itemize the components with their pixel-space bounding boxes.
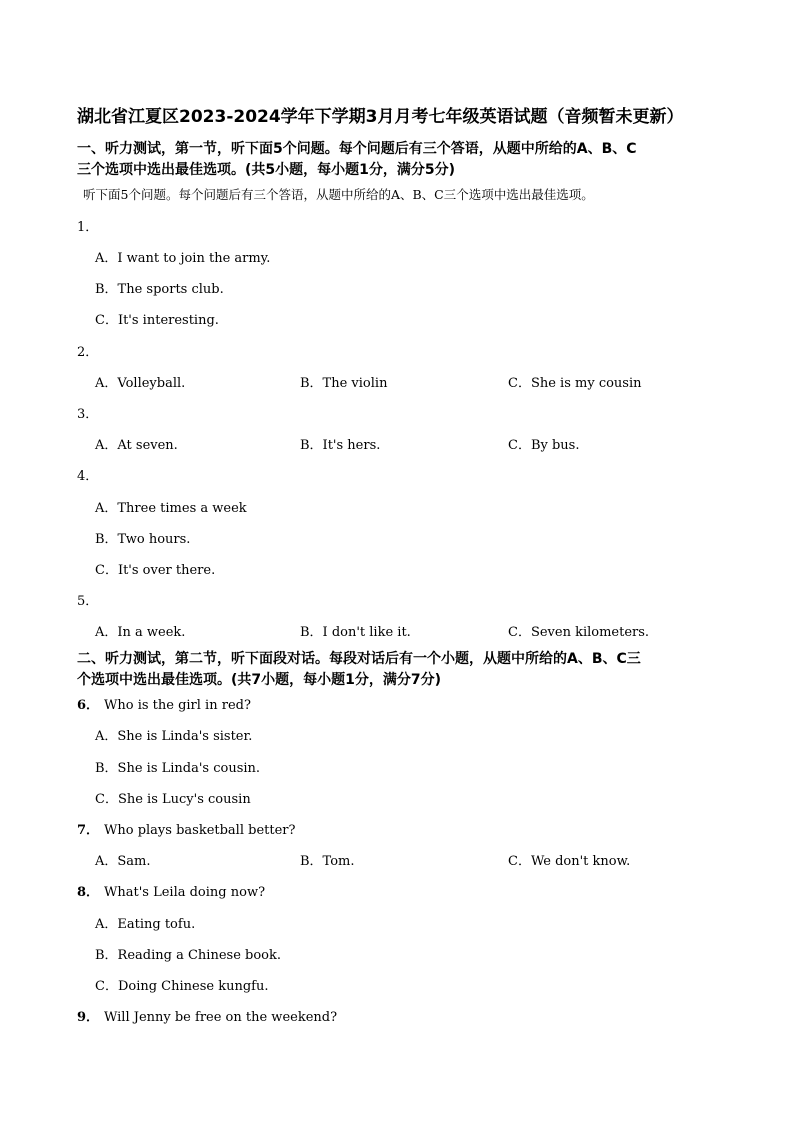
option-c: C．By bus. xyxy=(508,438,580,453)
section2-heading xyxy=(77,649,727,691)
question-number: 6． xyxy=(77,698,100,713)
section2-heading-line1: 二、听力测试，第二节，听下面段对话。每段对话后有一个小题，从题中所给的A、B、C三 xyxy=(77,651,641,667)
question-number: 7． xyxy=(77,823,100,838)
question-text: Who plays basketball better? xyxy=(104,823,296,838)
section1-instruction: 听下面5个问题。每个问题后有三个答语，从题中所给的A、B、C三个选项中选出最佳选项。 xyxy=(83,187,594,202)
option-a: A．She is Linda's sister. xyxy=(95,729,253,744)
option-c: C．We don't know. xyxy=(508,854,631,869)
option-b: B．Two hours. xyxy=(95,532,191,547)
question-number: 1． xyxy=(77,220,99,235)
question-text: Who is the girl in red? xyxy=(104,698,251,713)
option-a: A．At seven. xyxy=(95,438,178,453)
question-number: 4． xyxy=(77,469,99,484)
section1-heading xyxy=(77,139,727,181)
question-number: 5． xyxy=(77,594,99,609)
option-c: C．It's interesting. xyxy=(95,313,219,328)
option-a: A．Eating tofu. xyxy=(95,917,196,932)
option-a: A．Three times a week xyxy=(95,501,247,516)
question-number: 2． xyxy=(77,345,99,360)
option-b: B．She is Linda's cousin. xyxy=(95,761,261,776)
option-b: B．It's hers. xyxy=(300,438,381,453)
question-number: 9． xyxy=(77,1010,100,1025)
option-c: C．Seven kilometers. xyxy=(508,625,650,640)
option-a: A．Sam. xyxy=(95,854,151,869)
option-b: B．Reading a Chinese book. xyxy=(95,948,281,963)
question-text: What's Leila doing now? xyxy=(104,885,266,900)
section2-heading-line2: 个选项中选出最佳选项。(共7小题，每小题1分，满分7分) xyxy=(77,672,442,688)
question-text: Will Jenny be free on the weekend? xyxy=(104,1010,338,1025)
option-b: B．I don't like it. xyxy=(300,625,411,640)
question-number: 8． xyxy=(77,885,100,900)
option-b: B．The violin xyxy=(300,376,388,391)
section1-heading-line2: 三个选项中选出最佳选项。(共5小题，每小题1分，满分5分) xyxy=(77,162,456,178)
question-number: 3． xyxy=(77,407,99,422)
option-c: C．She is my cousin xyxy=(508,376,642,391)
section1-heading-line1: 一、听力测试，第一节，听下面5个问题。每个问题后有三个答语，从题中所给的A、B、C xyxy=(77,141,637,157)
option-b: B．The sports club. xyxy=(95,282,224,297)
option-a: A．In a week. xyxy=(95,625,186,640)
option-a: A．Volleyball. xyxy=(95,376,186,391)
option-c: C．It's over there. xyxy=(95,563,216,578)
option-b: B．Tom. xyxy=(300,854,355,869)
option-c: C．She is Lucy's cousin xyxy=(95,792,251,807)
option-a: A．I want to join the army. xyxy=(95,251,271,266)
option-c: C．Doing Chinese kungfu. xyxy=(95,979,269,994)
page-title: 湖北省江夏区2023-2024学年下学期3月月考七年级英语试题（音频暂未更新） xyxy=(77,107,684,127)
